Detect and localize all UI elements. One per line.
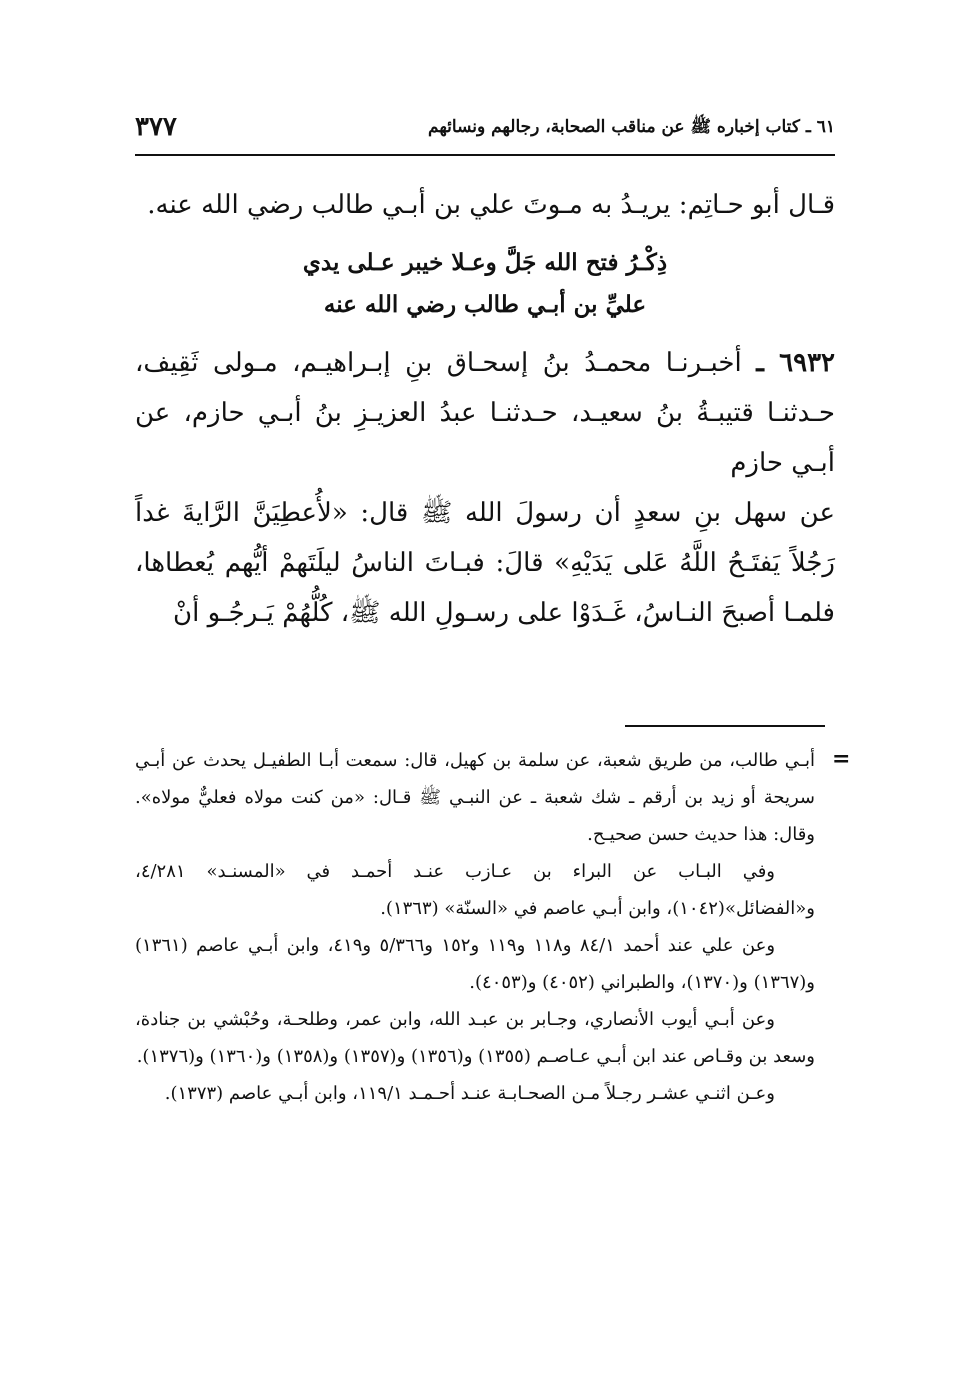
intro-paragraph: قـال أبو حـاتِم: يريـدُ به مـوتَ علي بن أبـي طالب رضي الله عنه. bbox=[147, 190, 835, 220]
footnote-continuation-mark: = bbox=[832, 746, 851, 772]
footnote-separator bbox=[625, 725, 825, 727]
header-rule bbox=[135, 154, 835, 156]
footnote-paragraph: وعـن اثنـي عشـر رجـلاً مـن الصحـابـة عنـد أحـمـد ١١٩/١، وابن أبـي عاصم (١٣٧٣). bbox=[164, 1083, 775, 1104]
page-number: ٣٧٧ bbox=[135, 112, 177, 142]
section-heading-line-2: عليِّ بن أبـي طالب رضي الله عنه bbox=[323, 291, 647, 318]
footnote-paragraph: وعن علي عند أحمد ٨٤/١ و١١٨ و١١٩ و١٥٢ و٥/٣٦٦ و٤١٩، وابن أبـي عاصم (١٣٦١) و(١٣٦٧) و(١٣٧٠)، والطبراني (٤٠٥٢) و(٤٠٥٣). bbox=[135, 935, 815, 993]
footnotes bbox=[135, 742, 815, 1112]
main-text bbox=[135, 180, 835, 638]
footnote-paragraph: وعن أبـي أيوب الأنصاري، وجـابر بن عبـد الله، وابن عمر، وطلحـة، وحُبْشي بن جنادة، وسعد بن وقـاص عند ابن أبـي عـاصـم (١٣٥٥) و(١٣٥٦) و(١٣٥٧) و(١٣٥٨) و(١٣٦٠) و(١٣٧٦). bbox=[135, 1009, 815, 1067]
section-heading bbox=[135, 242, 835, 326]
hadith-matn: عن سهل بنِ سعدٍ أن رسولَ الله ﷺ قال: «لأُعطِيَنَّ الرَّايةَ غداً رَجُلاً يَفتَـحُ اللَّهُ عَلى يَدَيْهِ» قالَ: فبـاتَ الناسُ ليلَتَهمْ أيُّهم يُعطاها، فلمـا أصبحَ النـاسُ، غَـدَوْا على رسـولِ الله ﷺ، كُلُّهُمْ يَـرجُـو أنْ bbox=[135, 498, 835, 628]
footnote-paragraph: وفي البـاب عن البراء بن عـازب عنـد أحمـد في «المسنـد» ٤/٢٨١، و«الفضائل»(١٠٤٢)، وابن أبـي عاصم في «السنّة» (١٣٦٣). bbox=[135, 861, 815, 919]
footnote-paragraph: أبـي طالب، من طريق شعبة، عن سلمة بن كهيل، قال: سمعت أبـا الطفيـل يحدث عن أبـي سريحة أو زيد بن أرقم ـ شك شعبة ـ عن النبـي ﷺ قـال: «من كنت مولاه فعليٌّ مولاه». وقال: هذا حديث حسن صحيـح. bbox=[135, 750, 815, 845]
hadith-number: ٦٩٣٢ ـ bbox=[756, 348, 835, 378]
hadith-isnad-paragraph bbox=[135, 338, 835, 488]
section-heading-line-1: ذِكْـرُ فتح الله جَلَّ وعـلا خيبر عـلى يدي bbox=[302, 249, 668, 276]
running-title: ٦١ ـ كتاب إخباره ﷺ عن مناقب الصحابة، رجالهم ونسائهم bbox=[428, 117, 835, 137]
hadith-isnad: أخبـرنـا محمـدُ بنُ إسحـاق بنِ إبـراهيـم، مـولى ثَقِيف، حـدثنـا قتيبـةُ بنُ سعيـد، حـدثنـا عبدُ العزيـزِ بنُ أبـي حازم، عن أبـي حازم bbox=[135, 348, 835, 478]
page-header bbox=[135, 112, 835, 152]
